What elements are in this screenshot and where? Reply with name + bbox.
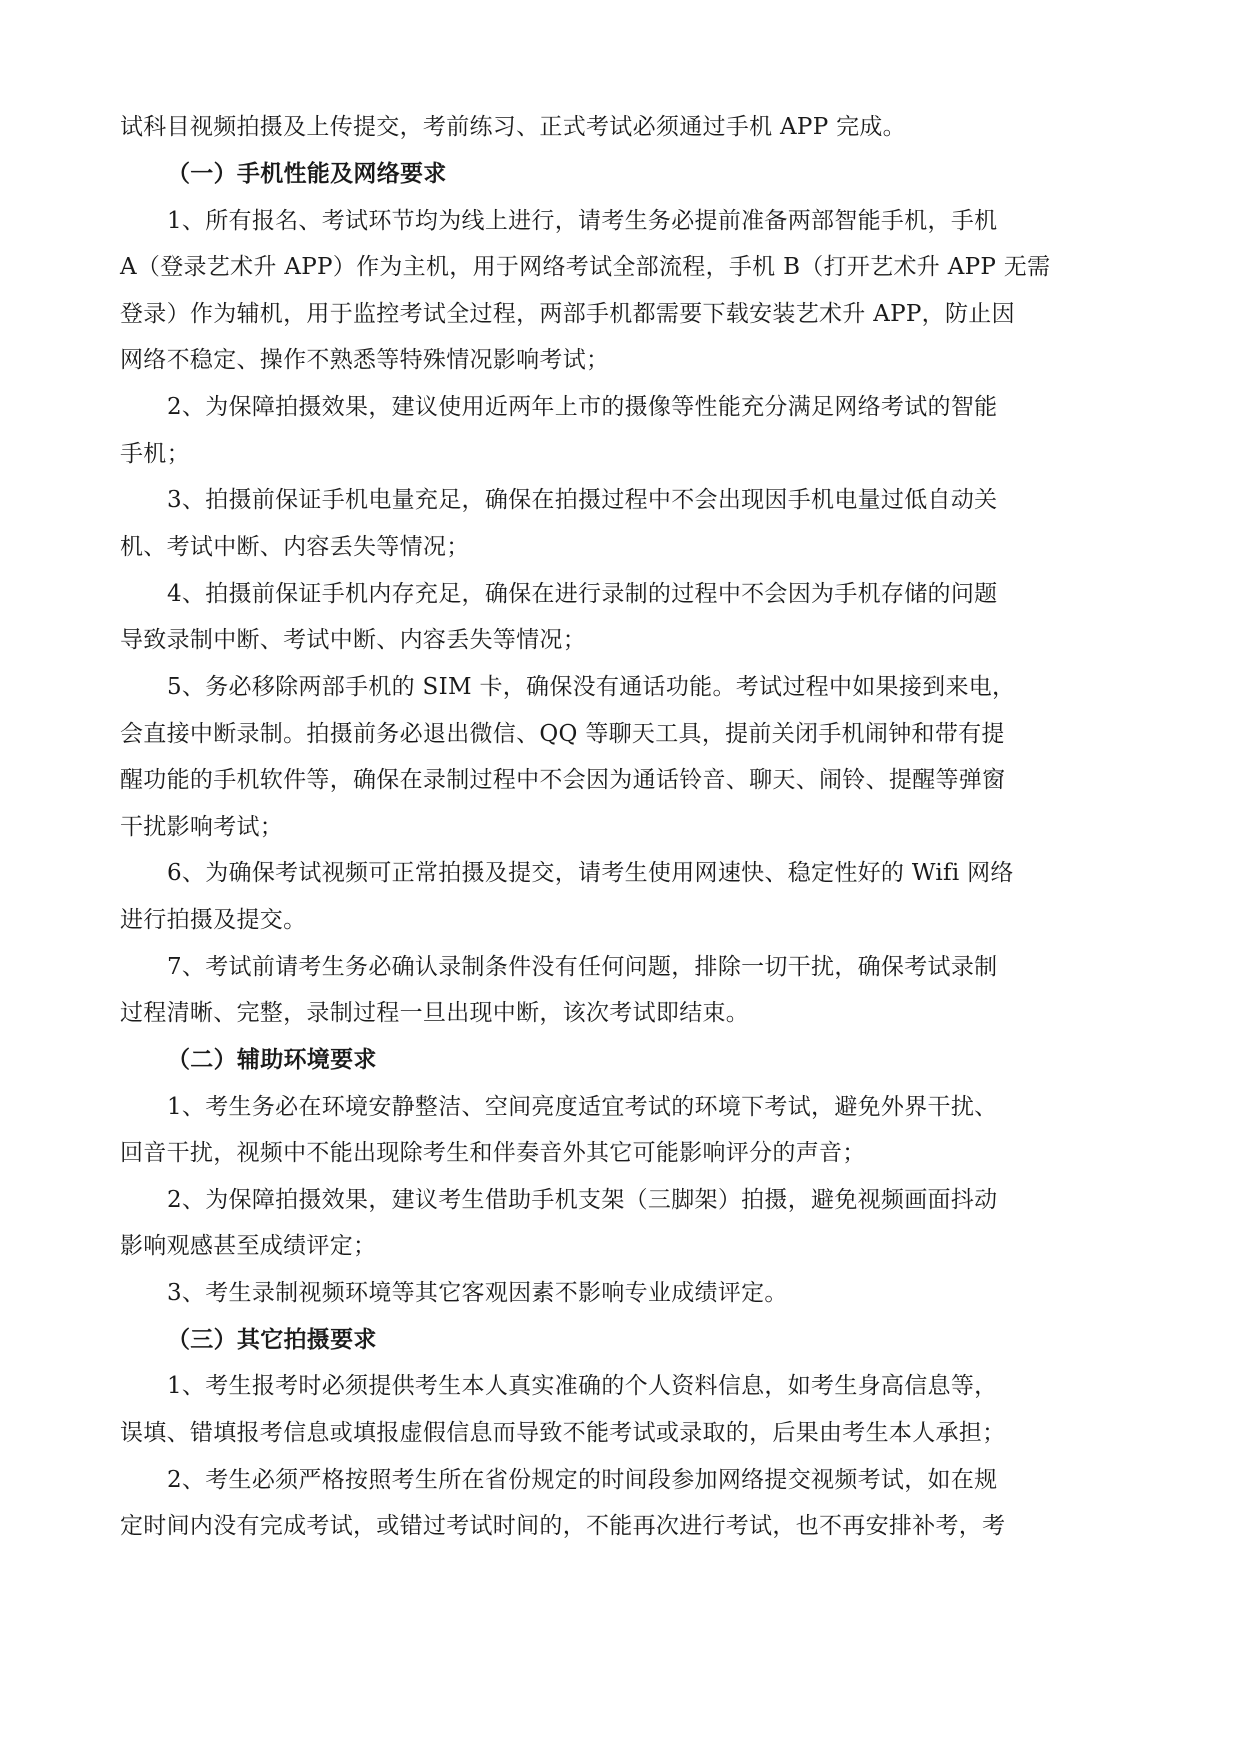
text-line: 会直接中断录制。拍摄前务必退出微信、QQ 等聊天工具，提前关闭手机闹钟和带有提 xyxy=(120,721,1005,747)
paragraph-line: 7、考试前请考生务必确认录制条件没有任何问题，排除一切干扰，确保考试录制 xyxy=(167,954,998,980)
text-line: 醒功能的手机软件等，确保在录制过程中不会因为通话铃音、聊天、闹铃、提醒等弹窗 xyxy=(120,767,1006,793)
text-line: 进行拍摄及提交。 xyxy=(120,907,307,933)
paragraph-line: 2、为保障拍摄效果，建议考生借助手机支架（三脚架）拍摄，避免视频画面抖动 xyxy=(167,1187,998,1213)
text-line: 网络不稳定、操作不熟悉等特殊情况影响考试； xyxy=(120,347,610,373)
text-line: 导致录制中断、考试中断、内容丢失等情况； xyxy=(120,627,586,653)
paragraph-line: 5、务必移除两部手机的 SIM 卡，确保没有通话功能。考试过程中如果接到来电， xyxy=(167,674,1016,700)
section-heading-3: （三）其它拍摄要求 xyxy=(167,1327,377,1353)
paragraph-line: 2、为保障拍摄效果，建议使用近两年上市的摄像等性能充分满足网络考试的智能 xyxy=(167,394,998,420)
text-line: 手机； xyxy=(120,441,190,467)
text-line: 干扰影响考试； xyxy=(120,814,284,840)
section-heading-1: （一）手机性能及网络要求 xyxy=(167,161,447,187)
text-line: 影响观感甚至成绩评定； xyxy=(120,1233,377,1259)
paragraph-line: 4、拍摄前保证手机内存充足，确保在进行录制的过程中不会因为手机存储的问题 xyxy=(167,581,998,607)
text-line: 机、考试中断、内容丢失等情况； xyxy=(120,534,470,560)
text-line: 试科目视频拍摄及上传提交，考前练习、正式考试必须通过手机 APP 完成。 xyxy=(120,114,906,140)
paragraph-line: 1、考生报考时必须提供考生本人真实准确的个人资料信息，如考生身高信息等， xyxy=(167,1373,998,1399)
text-line: 过程清晰、完整，录制过程一旦出现中断，该次考试即结束。 xyxy=(120,1000,750,1026)
text-line: 回音干扰，视频中不能出现除考生和伴奏音外其它可能影响评分的声音； xyxy=(120,1140,866,1166)
paragraph-line: 1、所有报名、考试环节均为线上进行，请考生务必提前准备两部智能手机，手机 xyxy=(167,208,998,234)
text-line: 登录）作为辅机，用于监控考试全过程，两部手机都需要下载安装艺术升 APP，防止因 xyxy=(120,301,1015,327)
text-line: A（登录艺术升 APP）作为主机，用于网络考试全部流程，手机 B（打开艺术升 APP 无需 xyxy=(120,254,1051,280)
text-line: 定时间内没有完成考试，或错过考试时间的，不能再次进行考试，也不再安排补考，考 xyxy=(120,1513,1006,1539)
paragraph-line: 2、考生必须严格按照考生所在省份规定的时间段参加网络提交视频考试，如在规 xyxy=(167,1467,998,1493)
paragraph-line: 3、拍摄前保证手机电量充足，确保在拍摄过程中不会出现因手机电量过低自动关 xyxy=(167,487,998,513)
section-heading-2: （二）辅助环境要求 xyxy=(167,1047,377,1073)
paragraph-line: 1、考生务必在环境安静整洁、空间亮度适宜考试的环境下考试，避免外界干扰、 xyxy=(167,1094,998,1120)
paragraph-line: 6、为确保考试视频可正常拍摄及提交，请考生使用网速快、稳定性好的 Wifi 网络 xyxy=(167,860,1014,886)
paragraph-line: 3、考生录制视频环境等其它客观因素不影响专业成绩评定。 xyxy=(167,1280,788,1306)
text-line: 误填、错填报考信息或填报虚假信息而导致不能考试或录取的，后果由考生本人承担； xyxy=(120,1420,1006,1446)
